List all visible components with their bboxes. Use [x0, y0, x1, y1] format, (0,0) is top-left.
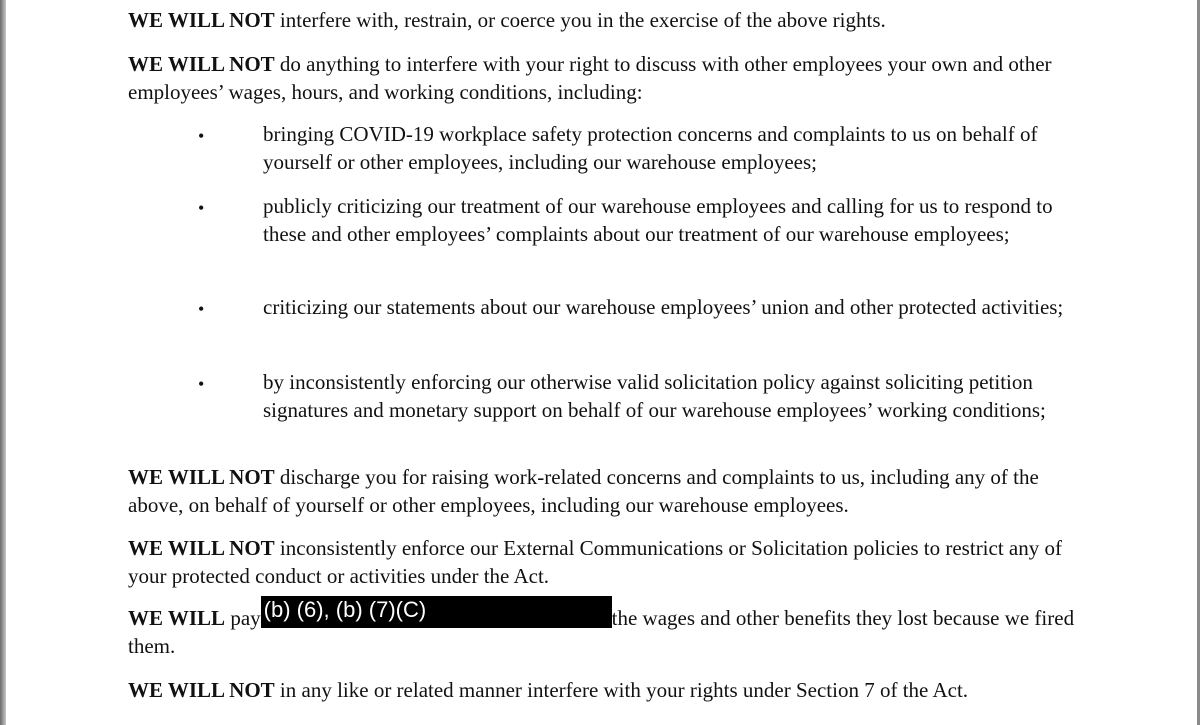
paragraph-text: do anything to interfere with your right to discuss with other employees your own and other employees’ wages, hours, and working conditions, including: — [128, 52, 1052, 104]
bullet-item: publicly criticizing our treatment of our warehouse employees and calling for us to respond to these and other employees’ complaints about our treatment of our warehouse employees; — [263, 194, 1053, 246]
bullet-marker: • — [198, 198, 205, 218]
paragraph-lead: WE WILL NOT — [128, 678, 275, 702]
paragraph-lead: WE WILL — [128, 606, 226, 630]
paragraph-text: inconsistently enforce our External Communications or Solicitation policies to restrict any of your protected conduct or activities under the Act. — [128, 536, 1062, 588]
paragraph-lead: WE WILL NOT — [128, 465, 275, 489]
notice-paragraph-1 — [128, 6, 1078, 34]
bullet-item: by inconsistently enforcing our otherwise valid solicitation policy against soliciting petition signatures and monetary support on behalf of our warehouse employees’ working conditions; — [263, 370, 1046, 422]
bullet-marker: • — [198, 374, 205, 394]
bullet-marker: • — [198, 299, 205, 319]
notice-paragraph-3 — [128, 463, 1078, 519]
paragraph-text: interfere with, restrain, or coerce you in the exercise of the above rights. — [274, 8, 886, 32]
bullet-item: bringing COVID-19 workplace safety protection concerns and complaints to us on behalf of yourself or other employees, including our warehouse employees; — [263, 122, 1038, 174]
bullet-item: criticizing our statements about our warehouse employees’ union and other protected activities; — [263, 295, 1064, 319]
paragraph-text: pay — [225, 606, 261, 630]
notice-paragraph-6 — [128, 676, 1078, 704]
paragraph-text: the wages and other benefits they lost because we fired them. — [128, 606, 1075, 658]
paragraph-text: discharge you for raising work-related concerns and complaints to us, including any of the above, on behalf of yourself or other employees, including our warehouse employees. — [128, 465, 1039, 517]
paragraph-lead: WE WILL NOT — [128, 536, 275, 560]
paragraph-lead: WE WILL NOT — [128, 8, 275, 32]
redaction-box: (b) (6), (b) (7)(C) — [261, 596, 612, 628]
notice-paragraph-5 — [128, 597, 1078, 660]
paragraph-lead: WE WILL NOT — [128, 52, 275, 76]
page-left-edge — [0, 0, 6, 725]
paragraph-text: in any like or related manner interfere with your rights under Section 7 of the Act. — [274, 678, 969, 702]
bullet-marker: • — [198, 126, 205, 146]
notice-paragraph-4 — [128, 534, 1078, 590]
notice-paragraph-2 — [128, 50, 1078, 106]
